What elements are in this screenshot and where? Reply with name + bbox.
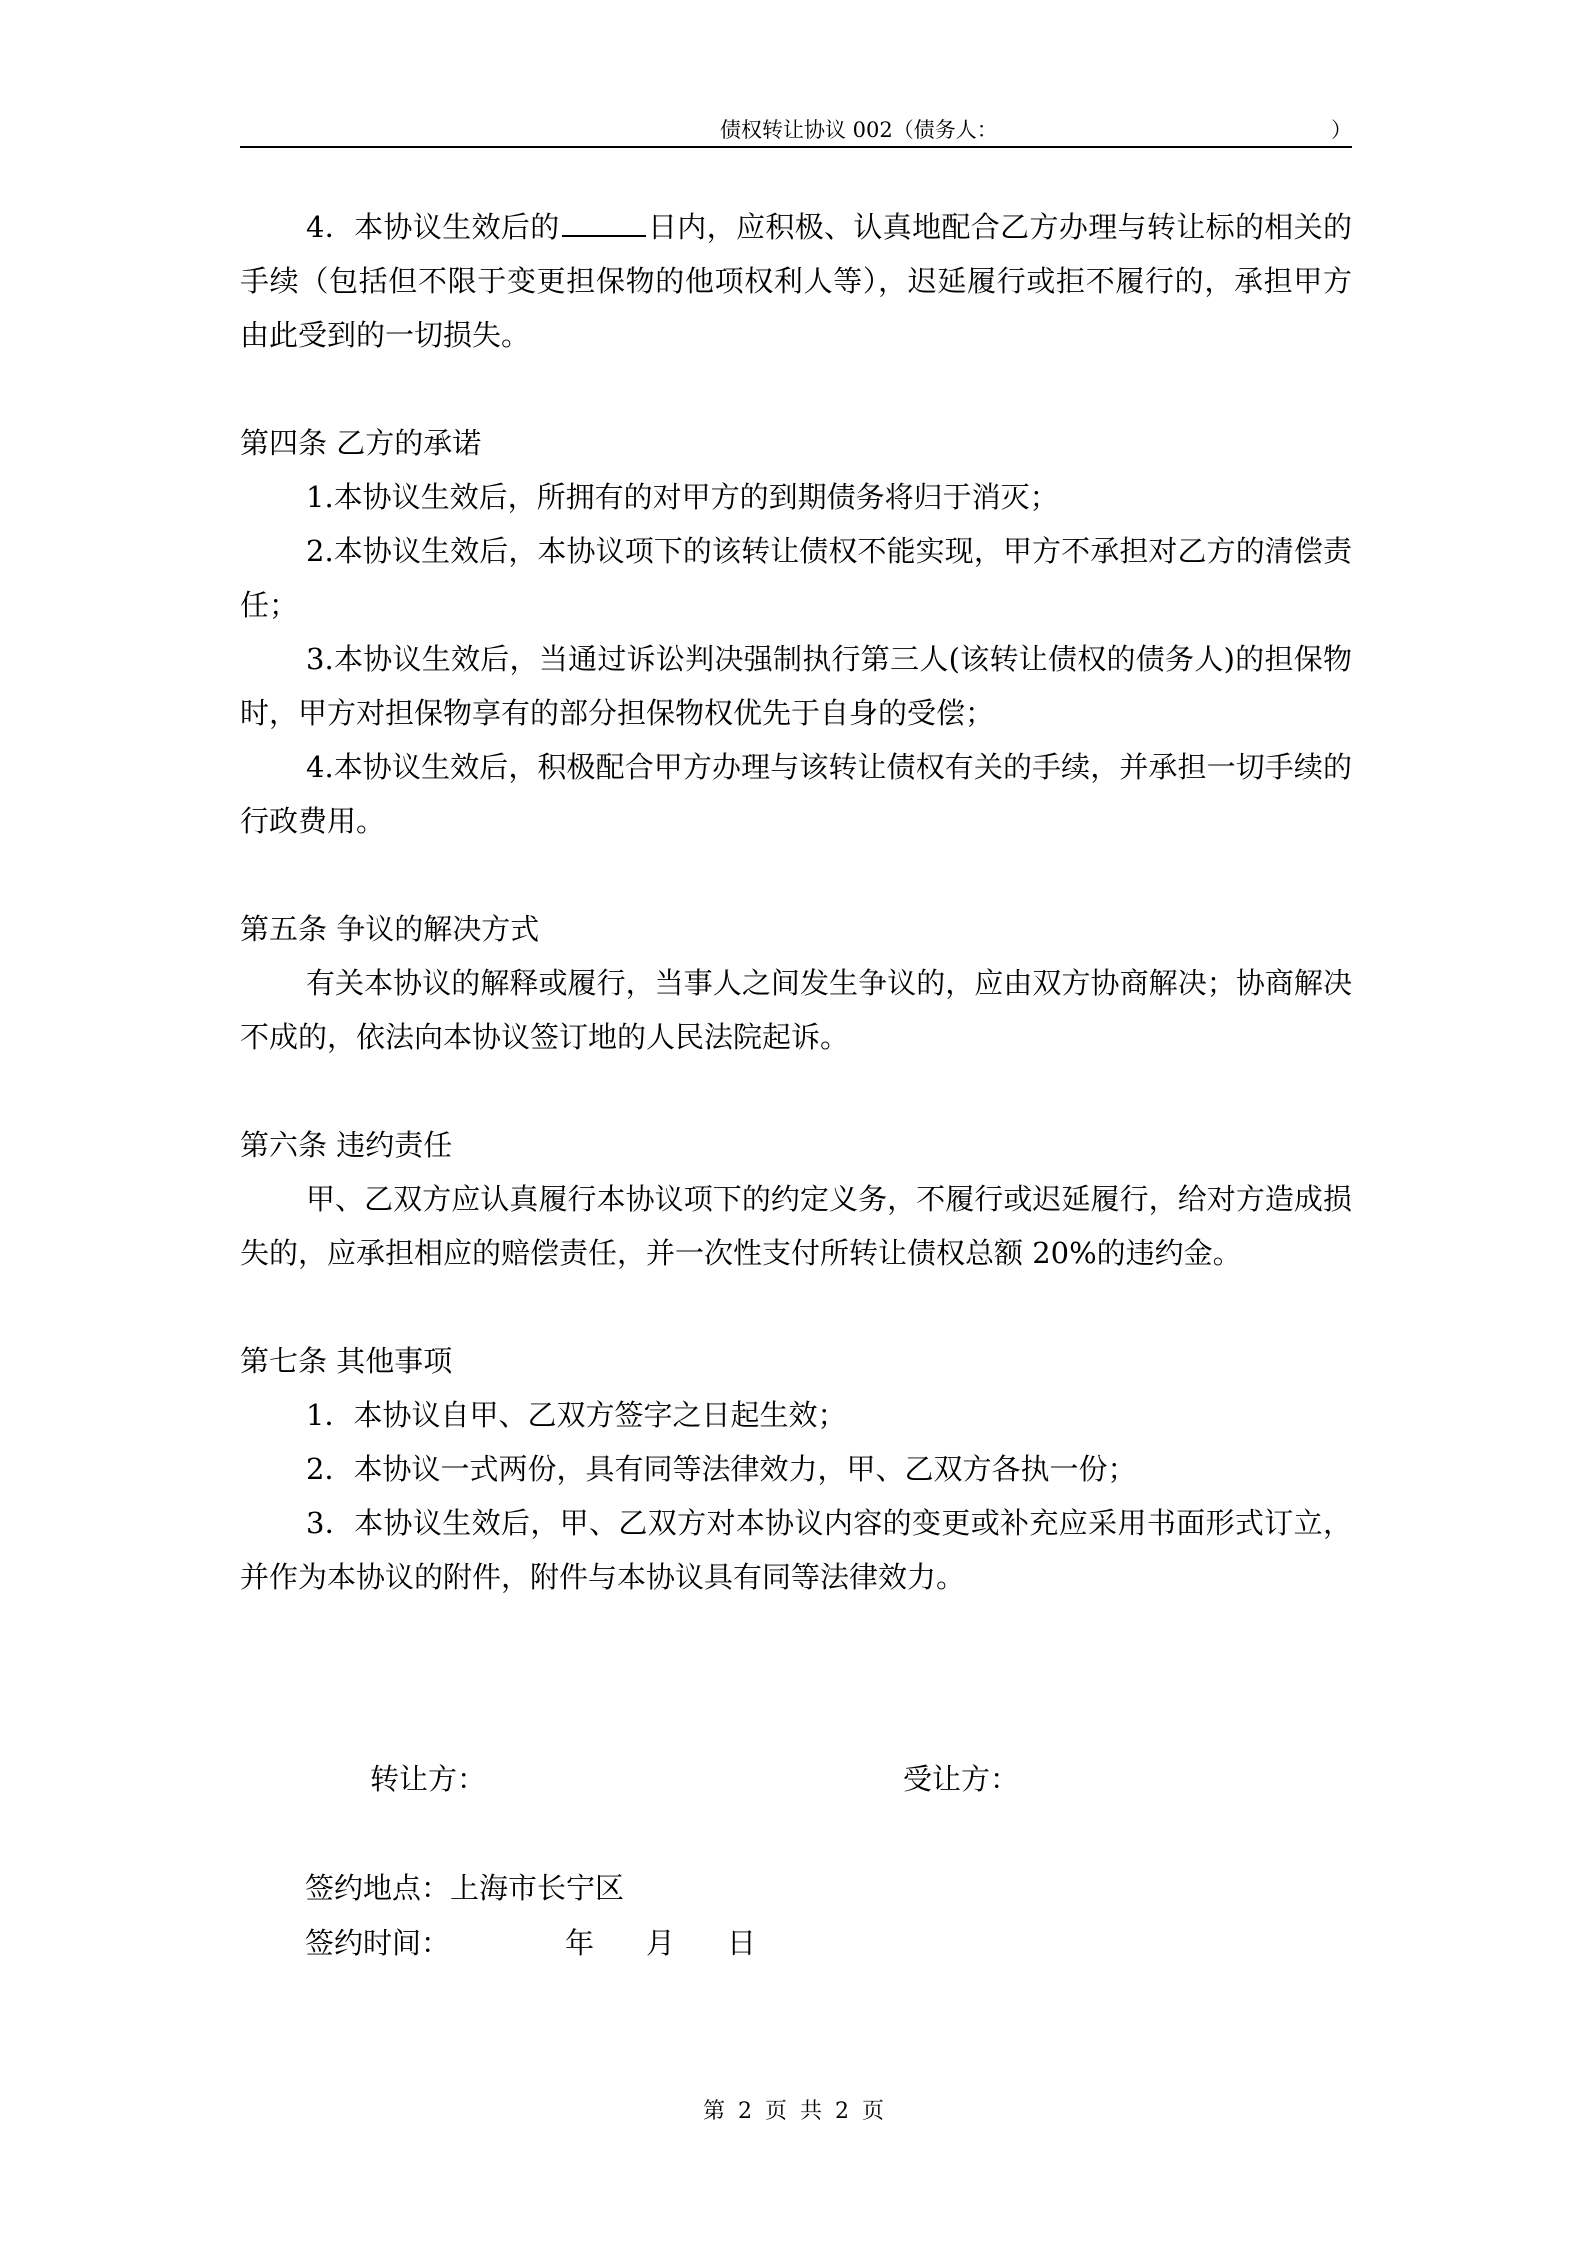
signing-year-label: 年 (565, 1926, 595, 1960)
signing-month-label: 月 (646, 1926, 676, 1960)
transferee-signature-label: 受让方： (903, 1762, 1020, 1796)
clause-3-item-4 (240, 200, 1352, 362)
article-6-text: 甲、乙双方应认真履行本协议项下的约定义务，不履行或迟延履行，给对方造成损失的，应承担相应的赔偿责任，并一次性支付所转让债权总额 20%的违约金。 (240, 1182, 1352, 1270)
header-rule (240, 146, 1352, 148)
clause-3-item-4-end: 日内，应积极、认真地配合乙方办理与转让标的相关的手续（包括但不限于变更担保物的他项权利人等），迟延履行或拒不履行的，承担甲方由此受到的一切损失。 (240, 210, 1352, 352)
article-4-item-4: 4.本协议生效后，积极配合甲方办理与该转让债权有关的手续，并承担一切手续的行政费用。 (240, 750, 1352, 838)
article-7-item-2: 2．本协议一式两份，具有同等法律效力，甲、乙双方各执一份； (306, 1452, 1137, 1486)
signing-time-label: 签约时间： (305, 1926, 451, 1960)
page-footer: 第 2 页 共 2 页 (703, 2099, 884, 2124)
article-4-item-2: 2.本协议生效后，本协议项下的该转让债权不能实现，甲方不承担对乙方的清偿责任； (240, 534, 1352, 622)
article-5-text: 有关本协议的解释或履行，当事人之间发生争议的，应由双方协商解决；协商解决不成的，依法向本协议签订地的人民法院起诉。 (240, 966, 1352, 1054)
article-7-item-3: 3．本协议生效后，甲、乙双方对本协议内容的变更或补充应采用书面形式订立，并作为本协议的附件，附件与本协议具有同等法律效力。 (240, 1506, 1352, 1594)
article-4-heading: 第四条 乙方的承诺 (240, 426, 482, 460)
running-header-close: ） (1331, 118, 1352, 142)
article-6-heading: 第六条 违约责任 (240, 1128, 453, 1162)
running-header-title: 债权转让协议 002（债务人： (720, 118, 998, 142)
fill-in-blank (562, 207, 646, 237)
document-body (240, 200, 1352, 1604)
article-7-item-1: 1．本协议自甲、乙双方签字之日起生效； (306, 1398, 847, 1432)
article-7-heading: 第七条 其他事项 (240, 1344, 453, 1378)
article-5-heading: 第五条 争议的解决方式 (240, 912, 540, 946)
signing-day-label: 日 (727, 1926, 757, 1960)
signing-place: 签约地点：上海市长宁区 (305, 1871, 625, 1905)
article-4-item-3: 3.本协议生效后，当通过诉讼判决强制执行第三人(该转让债权的债务人)的担保物时，甲方对担保物享有的部分担保物权优先于自身的受偿； (240, 642, 1352, 730)
transferor-signature-label: 转让方： (370, 1762, 487, 1796)
article-4-item-1: 1.本协议生效后，所拥有的对甲方的到期债务将归于消灭； (306, 480, 1059, 514)
clause-3-item-4-start: 4．本协议生效后的 (306, 210, 560, 244)
